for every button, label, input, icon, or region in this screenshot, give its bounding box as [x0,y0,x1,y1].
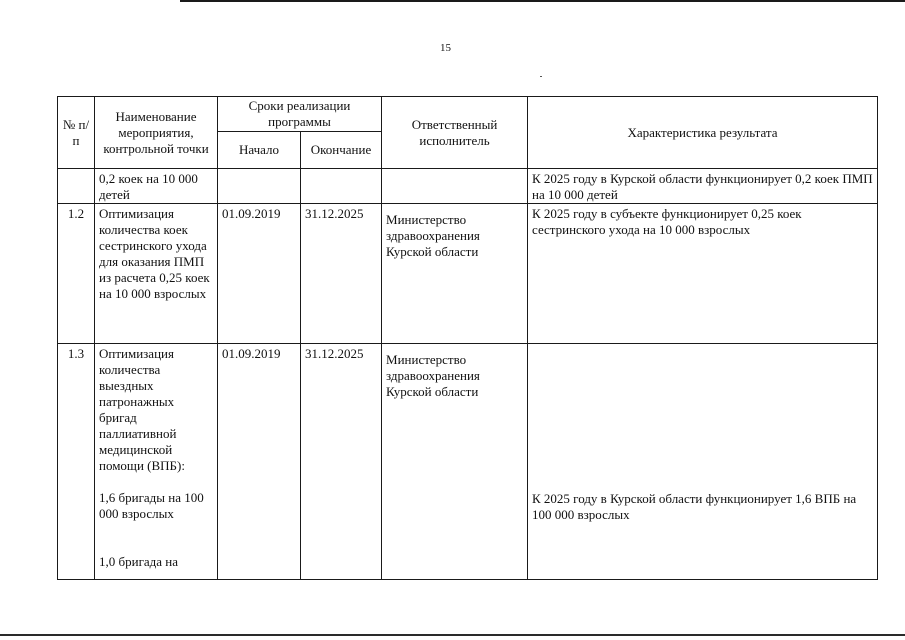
spacer [99,522,213,554]
scan-speck [540,76,542,77]
header-end: Окончание [301,132,382,169]
header-num: № п/п [58,97,95,169]
header-result: Характеристика результата [528,97,878,169]
scan-bottom-edge [0,634,905,636]
row-number: 1.3 [58,344,95,580]
page-number: 15 [440,42,451,54]
row-name: Оптимизация количества выездных патронажных бригад паллиативной медицинской помощи (ВПБ): [99,346,185,473]
row-number [58,169,95,204]
header-name: Наименование мероприятия, контрольной точки [95,97,218,169]
row-start: 01.09.2019 [218,204,301,344]
scan-top-edge [180,0,905,2]
header-terms: Сроки реализации программы [218,97,382,132]
header-executor: Ответственный исполнитель [382,97,528,169]
row-executor: Министерство здравоохранения Курской области [382,344,528,580]
row-start [218,169,301,204]
row-end: 31.12.2025 [301,344,382,580]
row-name: Оптимизация количества коек сестринского ухода для оказания ПМП из расчета 0,25 коек на 10 000 взрослых [95,204,218,344]
spacer [99,474,213,490]
row-name-part2: 1,6 бригады на 100 000 взрослых [99,490,204,521]
row-name-part3: 1,0 бригада на [99,554,179,569]
row-start: 01.09.2019 [218,344,301,580]
row-name: 0,2 коек на 10 000 детей [95,169,218,204]
row-result: К 2025 году в субъекте функционирует 0,25 коек сестринского ухода на 10 000 взрослых [528,204,878,344]
row-result: К 2025 году в Курской области функционирует 1,6 ВПБ на 100 000 взрослых [532,491,857,522]
header-start: Начало [218,132,301,169]
measures-table [57,96,878,580]
row-executor [382,169,528,204]
row-end: 31.12.2025 [301,204,382,344]
row-result-cell [528,344,878,580]
table-row [58,169,878,204]
row-result: К 2025 году в Курской области функционирует 0,2 коек ПМП на 10 000 детей [528,169,878,204]
table-row [58,344,878,580]
row-number: 1.2 [58,204,95,344]
row-executor: Министерство здравоохранения Курской области [382,204,528,344]
row-name-cell [95,344,218,580]
table-row [58,204,878,344]
row-end [301,169,382,204]
